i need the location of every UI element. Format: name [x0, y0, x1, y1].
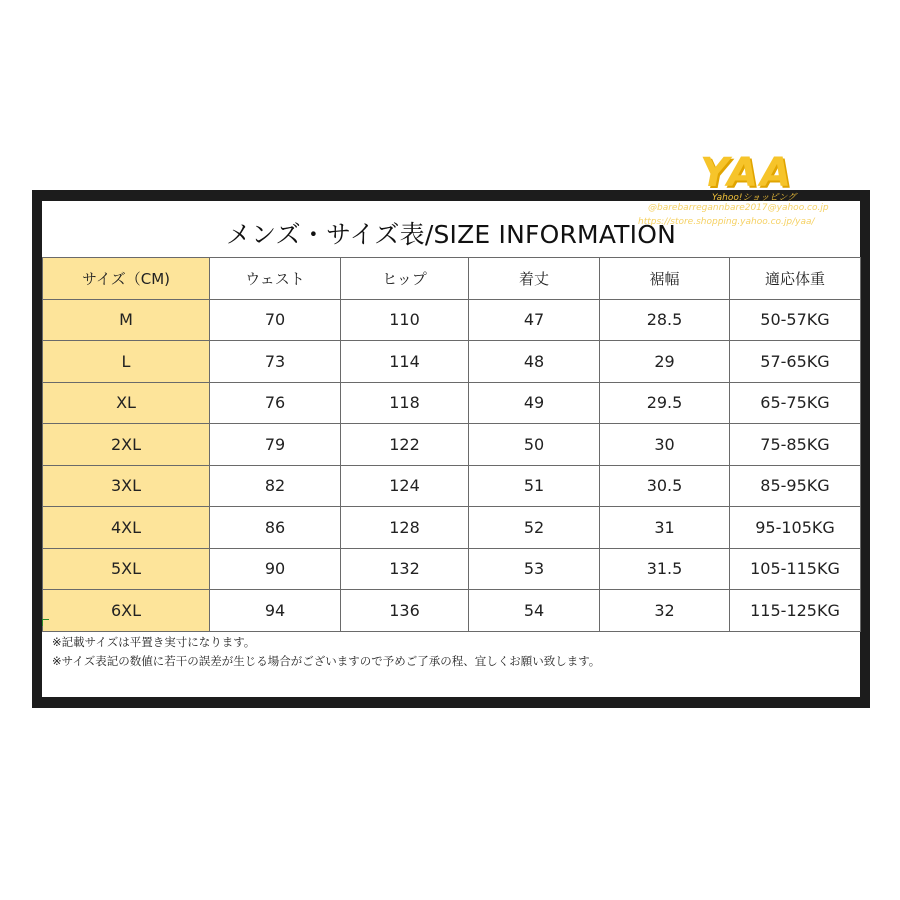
length-cell: 48: [469, 341, 600, 383]
weight-cell: 105-115KG: [730, 548, 861, 590]
table-row: [43, 382, 861, 424]
hem-width-cell: 29.5: [600, 382, 730, 424]
size-cell: XL: [43, 382, 210, 424]
waist-cell: 94: [210, 590, 341, 632]
waist-cell: 90: [210, 548, 341, 590]
chart-title: メンズ・サイズ表/SIZE INFORMATION: [225, 220, 677, 249]
hem-width-cell: 28.5: [600, 299, 730, 341]
length-cell: 53: [469, 548, 600, 590]
header-size: サイズ（CM): [43, 258, 210, 300]
shop-subtitle: Yahoo!ショッピング: [712, 193, 797, 203]
hip-cell: 118: [341, 382, 469, 424]
hip-cell: 110: [341, 299, 469, 341]
table-row: [43, 548, 861, 590]
table-row: [43, 341, 861, 383]
length-cell: 52: [469, 507, 600, 549]
size-cell: 2XL: [43, 424, 210, 466]
waist-cell: 82: [210, 465, 341, 507]
header-hip: ヒップ: [341, 258, 469, 300]
hip-cell: 122: [341, 424, 469, 466]
hip-cell: 124: [341, 465, 469, 507]
table-row: [43, 299, 861, 341]
header-waist: ウェスト: [210, 258, 341, 300]
shop-email: @barebarregannbare2017@yahoo.co.jp: [648, 203, 829, 213]
table-row: [43, 465, 861, 507]
size-cell: 5XL: [43, 548, 210, 590]
weight-cell: 95-105KG: [730, 507, 861, 549]
weight-cell: 85-95KG: [730, 465, 861, 507]
size-cell: L: [43, 341, 210, 383]
size-chart-panel: [42, 201, 860, 697]
length-cell: 51: [469, 465, 600, 507]
table-row: [43, 424, 861, 466]
shop-url: https://store.shopping.yahoo.co.jp/yaa/: [638, 217, 815, 227]
weight-cell: 115-125KG: [730, 590, 861, 632]
corner-marker: [42, 619, 49, 626]
hip-cell: 136: [341, 590, 469, 632]
weight-cell: 57-65KG: [730, 341, 861, 383]
table-header-row: [43, 258, 861, 300]
weight-cell: 50-57KG: [730, 299, 861, 341]
hip-cell: 114: [341, 341, 469, 383]
length-cell: 47: [469, 299, 600, 341]
length-cell: 54: [469, 590, 600, 632]
waist-cell: 70: [210, 299, 341, 341]
shop-watermark: [638, 150, 830, 250]
table-row: [43, 590, 861, 632]
header-hem-width: 裾幅: [600, 258, 730, 300]
size-table: [42, 257, 861, 632]
hem-width-cell: 29: [600, 341, 730, 383]
header-length: 着丈: [469, 258, 600, 300]
hem-width-cell: 30: [600, 424, 730, 466]
note-line: ※記載サイズは平置き実寸になります。: [52, 635, 256, 649]
hip-cell: 132: [341, 548, 469, 590]
hip-cell: 128: [341, 507, 469, 549]
weight-cell: 65-75KG: [730, 382, 861, 424]
weight-cell: 75-85KG: [730, 424, 861, 466]
waist-cell: 86: [210, 507, 341, 549]
table-row: [43, 507, 861, 549]
size-cell: 4XL: [43, 507, 210, 549]
size-cell: 6XL: [43, 590, 210, 632]
notes: [52, 633, 600, 671]
shop-logo: YAA: [700, 150, 794, 196]
size-cell: M: [43, 299, 210, 341]
hem-width-cell: 31: [600, 507, 730, 549]
size-cell: 3XL: [43, 465, 210, 507]
hem-width-cell: 32: [600, 590, 730, 632]
size-chart-frame: [32, 190, 870, 708]
hem-width-cell: 30.5: [600, 465, 730, 507]
header-weight: 適応体重: [730, 258, 861, 300]
waist-cell: 79: [210, 424, 341, 466]
waist-cell: 76: [210, 382, 341, 424]
length-cell: 50: [469, 424, 600, 466]
length-cell: 49: [469, 382, 600, 424]
hem-width-cell: 31.5: [600, 548, 730, 590]
note-line: ※サイズ表記の数値に若干の誤差が生じる場合がございますので予めご了承の程、宜しくお願い致します。: [52, 654, 601, 668]
waist-cell: 73: [210, 341, 341, 383]
